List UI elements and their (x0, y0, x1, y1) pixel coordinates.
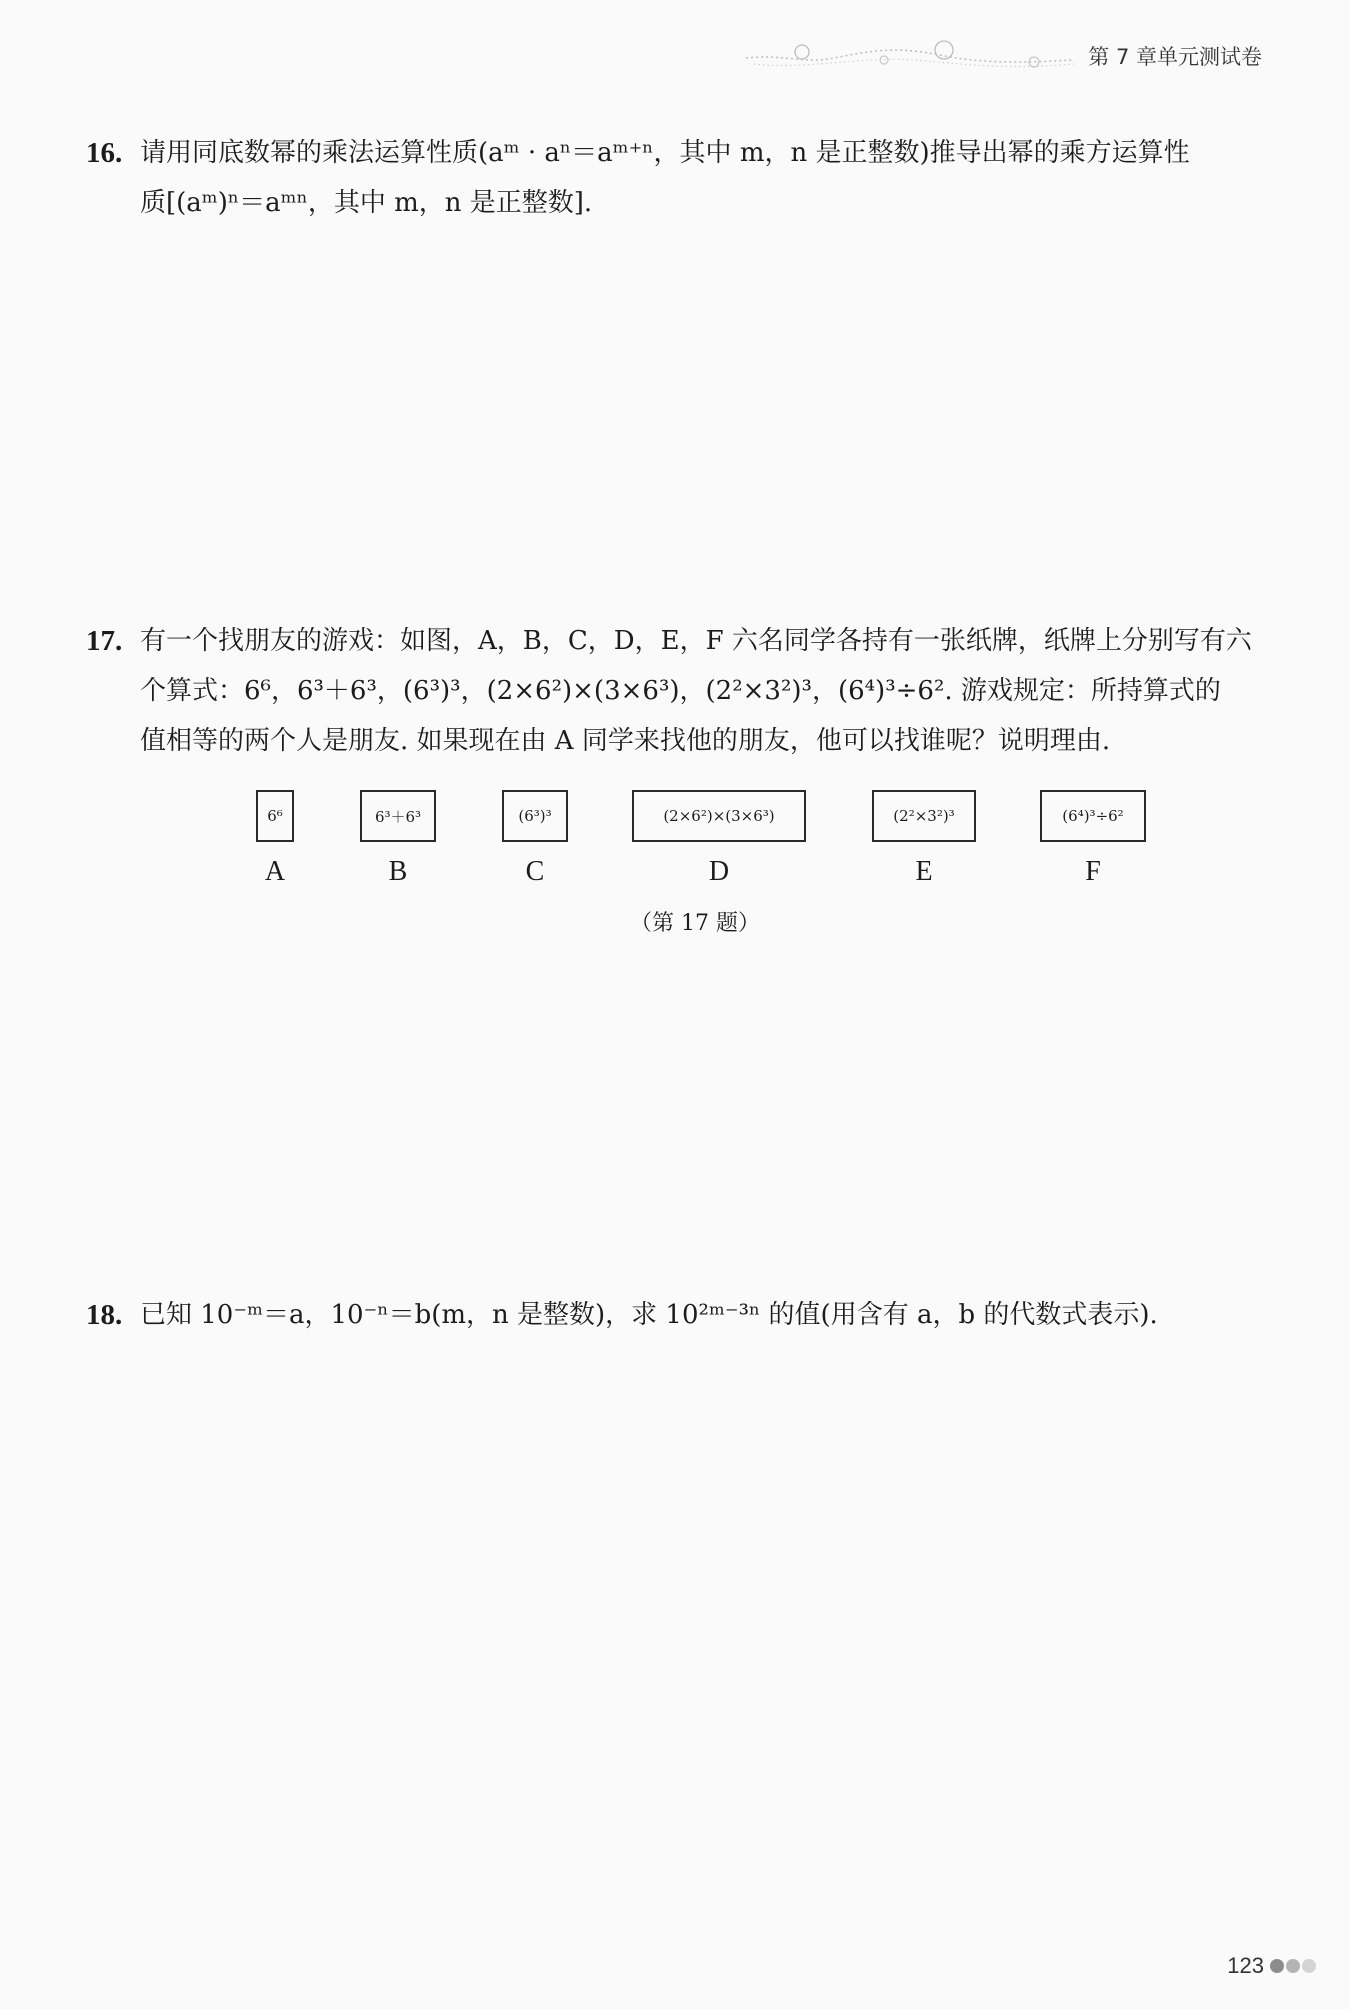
question-17 (86, 616, 1266, 766)
figure-caption: （第 17 题） (630, 911, 760, 936)
decorative-swirl-icon (744, 36, 1084, 76)
dot-icon (1270, 1959, 1284, 1973)
question-number: 16. (86, 137, 123, 169)
question-line: 已知 10⁻ᵐ＝a，10⁻ⁿ＝b(m，n 是整数)，求 10²ᵐ⁻³ⁿ 的值(用含有 a，b 的代数式表示). (140, 1300, 1158, 1330)
card-label-e: E (915, 856, 933, 887)
card-c (502, 790, 568, 842)
question-line: 质[(aᵐ)ⁿ＝aᵐⁿ，其中 m，n 是正整数]. (140, 188, 593, 218)
card-expression: (6³)³ (518, 807, 552, 825)
card-expression: (2×6²)×(3×6³) (663, 807, 775, 825)
dot-icon (1286, 1959, 1300, 1973)
card-label-f: F (1085, 856, 1101, 887)
question-line: 有一个找朋友的游戏：如图，A，B，C，D，E，F 六名同学各持有一张纸牌，纸牌上分别写有六 (140, 626, 1252, 656)
question-text (140, 1290, 1266, 1340)
card-d (632, 790, 806, 842)
page-footer (1227, 1953, 1316, 1979)
question-text (140, 616, 1266, 766)
page-header (744, 36, 1262, 76)
question-number: 17. (86, 625, 123, 657)
question-number: 18. (86, 1299, 123, 1331)
card-a (256, 790, 294, 842)
card-expression: 6⁶ (267, 807, 283, 825)
page-number: 123 (1227, 1953, 1264, 1978)
card-label-b: B (388, 856, 408, 887)
question-line: 请用同底数幂的乘法运算性质(aᵐ · aⁿ＝aᵐ⁺ⁿ，其中 m，n 是正整数)推导出幂的乘方运算性 (140, 138, 1190, 168)
question-16 (86, 128, 1266, 228)
card-expression: 6³＋6³ (374, 807, 422, 826)
card-f (1040, 790, 1146, 842)
card-expression: (6⁴)³÷6² (1062, 807, 1124, 825)
card-b (360, 790, 436, 842)
question-line: 个算式：6⁶，6³＋6³，(6³)³，(2×6²)×(3×6³)，(2²×3²)³，(6⁴)³÷6². 游戏规定：所持算式的 (140, 676, 1221, 706)
card-label-d: D (708, 856, 730, 887)
chapter-title: 第 7 章单元测试卷 (1088, 45, 1262, 69)
card-label-c: C (525, 856, 545, 887)
dot-icon (1302, 1959, 1316, 1973)
card-e (872, 790, 976, 842)
question-text (140, 128, 1266, 228)
card-label-a: A (264, 856, 286, 887)
card-expression: (2²×3²)³ (893, 807, 955, 825)
question-18 (86, 1290, 1266, 1340)
question-line: 值相等的两个人是朋友. 如果现在由 A 同学来找他的朋友，他可以找谁呢？说明理由. (140, 726, 1111, 756)
